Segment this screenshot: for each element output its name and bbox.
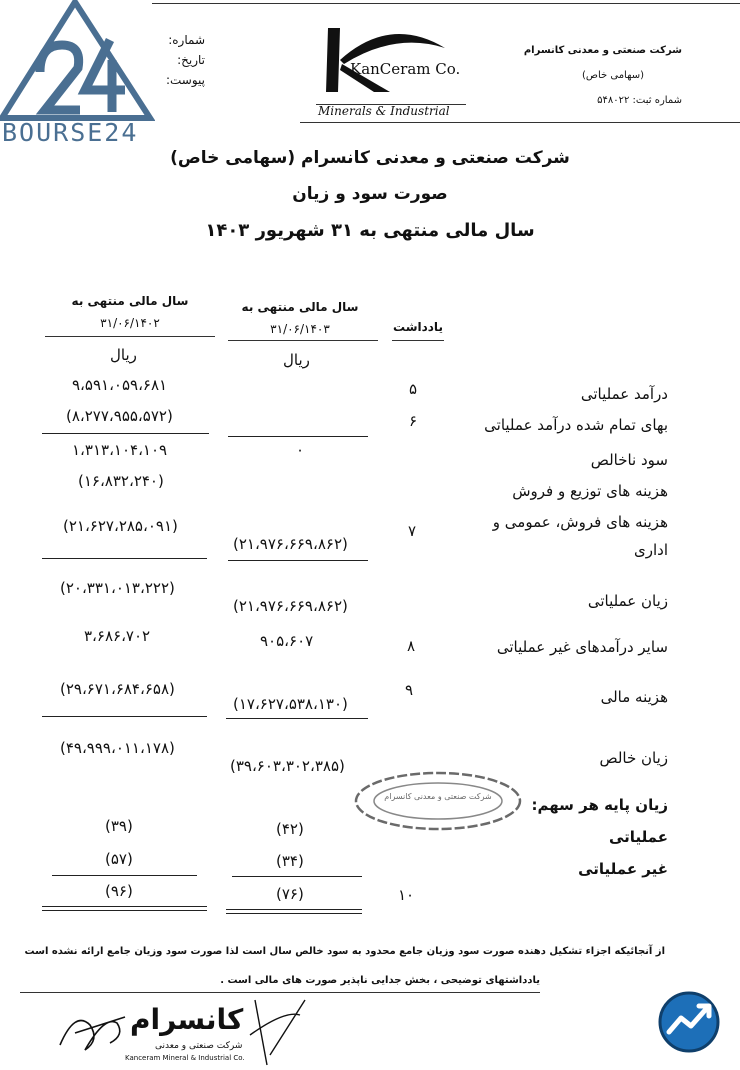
row-label-finance-cost: هزینه مالی	[600, 688, 668, 706]
footnote-rule	[20, 992, 540, 993]
stamp-oval-icon	[352, 770, 524, 832]
v1402-gross-profit: ۱،۳۱۳،۱۰۴،۱۰۹	[72, 441, 168, 459]
v1402-eps-operating: (۳۹)	[105, 817, 133, 835]
v1403-other-income: ۹۰۵،۶۰۷	[260, 632, 314, 650]
row-label-distribution: هزینه های توزیع و فروش	[512, 482, 668, 500]
row-label-admin-cont: اداری	[634, 541, 668, 559]
row-label-revenue: درآمد عملیاتی	[580, 385, 668, 403]
col-1403-unit: ریال	[283, 351, 310, 369]
row-label-cogs: بهای تمام شده درآمد عملیاتی	[484, 416, 668, 434]
row-label-admin: هزینه های فروش، عمومی و	[492, 513, 668, 531]
v1402-net-rule	[42, 716, 207, 717]
v1403-finance-cost: (۱۷،۶۲۷،۵۳۸،۱۳۰)	[233, 695, 348, 713]
letterhead-bottom-rule	[300, 122, 740, 123]
row-note-other-income: ۸	[407, 637, 416, 655]
title-statement: صورت سود و زیان	[292, 184, 448, 204]
col-1402-header-label: سال مالی منتهی به	[71, 294, 189, 308]
v1402-other-income: ۳،۶۸۶،۷۰۲	[84, 627, 151, 645]
v1402-eps-rule	[52, 875, 197, 876]
v1402-eps-total: (۹۶)	[105, 882, 133, 900]
letterhead-company-name: شرکت صنعتی و معدنی کانسرام	[523, 45, 682, 56]
bourse24-brand-text: BOURSE24	[2, 118, 139, 147]
letterhead-meta	[150, 30, 205, 90]
footnote-line-2: یادداشتهای توضیحی ، بخش جدایی ناپذیر صورت های مالی است .	[220, 975, 540, 986]
v1403-eps-operating: (۴۲)	[276, 820, 304, 838]
col-1402-date: ۳۱/۰۶/۱۴۰۲	[100, 316, 160, 330]
v1402-distribution: (۱۶،۸۳۲،۲۴۰)	[78, 472, 164, 490]
letterhead-top-rule	[152, 3, 740, 4]
v1403-operating-rule	[228, 560, 368, 561]
logo-name: KanCeram Co.	[350, 60, 461, 78]
v1402-eps-non-operating: (۵۷)	[105, 850, 133, 868]
footnote-line-1: از آنجائیکه اجزاء تشکیل دهنده صورت سود وزیان جامع محدود به سود خالص سال است لذا صورت سود وزیان جامع ارائه نشده است	[24, 946, 665, 957]
letterhead-company-info	[523, 38, 682, 113]
eps-note: ۱۰	[398, 886, 415, 904]
v1402-revenue: ۹،۵۹۱،۰۵۹،۶۸۱	[72, 376, 168, 394]
v1402-net-loss: (۴۹،۹۹۹،۰۱۱،۱۷۸)	[60, 739, 175, 757]
eps-label-non-operating: غیر عملیاتی	[578, 860, 668, 878]
v1402-admin: (۲۱،۶۲۷،۲۸۵،۰۹۱)	[63, 517, 178, 535]
signature-company-subtext: شرکت صنعتی و معدنی	[155, 1041, 243, 1051]
col-1402-unit: ریال	[110, 346, 137, 364]
row-label-net-loss: زیان خالص	[599, 749, 668, 767]
signature-block	[55, 995, 315, 1067]
note-column-header: یادداشت	[393, 320, 443, 334]
trend-arrow-icon	[657, 990, 721, 1054]
row-label-gross-profit: سود ناخالص	[590, 451, 668, 469]
meta-number-label: شماره:	[168, 33, 205, 47]
row-note-cogs: ۶	[409, 412, 418, 430]
col-1403-header-label: سال مالی منتهی به	[241, 300, 359, 314]
v1402-double-rule-2	[42, 910, 207, 911]
signature-company-latin: Kanceram Mineral & Industrial Co.	[125, 1054, 245, 1062]
v1402-operating-loss: (۲۰،۳۳۱،۰۱۳،۲۲۲)	[60, 579, 175, 597]
eps-label-operating: عملیاتی	[609, 828, 668, 846]
row-note-revenue: ۵	[409, 380, 418, 398]
logo-tagline: Minerals & Industrial	[318, 104, 450, 118]
col-1402-header-rule	[45, 336, 215, 337]
v1402-finance-cost: (۲۹،۶۷۱،۶۸۴،۶۵۸)	[60, 680, 175, 698]
v1403-admin: (۲۱،۹۷۶،۶۶۹،۸۶۲)	[233, 535, 348, 553]
note-header-rule	[392, 340, 444, 341]
row-label-other-income: سایر درآمدهای غیر عملیاتی	[496, 638, 668, 656]
v1403-net-rule	[226, 718, 368, 719]
company-stamp	[352, 770, 524, 832]
column-header-1402	[45, 290, 215, 334]
row-label-operating-loss: زیان عملیاتی	[587, 592, 668, 610]
v1402-double-rule-1	[42, 906, 207, 907]
meta-date-label: تاریخ:	[177, 53, 205, 67]
v1402-operating-rule	[42, 558, 207, 559]
col-1403-date: ۳۱/۰۶/۱۴۰۳	[270, 322, 330, 336]
title-company: شرکت صنعتی و معدنی کانسرام (سهامی خاص)	[170, 148, 570, 168]
meta-attachment-label: پیوست:	[165, 73, 205, 87]
col-1403-header-rule	[228, 340, 378, 341]
bourse24-watermark-logo	[0, 0, 155, 155]
bourse24-badge	[657, 990, 721, 1054]
v1403-net-loss: (۳۹،۶۰۳،۳۰۲،۳۸۵)	[230, 757, 345, 775]
letterhead-registration: شماره ثبت: ۵۴۸۰۲۲	[597, 95, 682, 106]
bourse24-triangle-icon	[0, 0, 155, 130]
v1403-double-rule-1	[226, 909, 362, 910]
kanceram-logo	[310, 20, 470, 120]
signature-company-script: کانسرام	[130, 1003, 244, 1036]
stamp-text: شرکت صنعتی و معدنی کانسرام	[384, 792, 492, 801]
eps-heading: زیان پایه هر سهم:	[531, 796, 668, 814]
statement-title	[150, 140, 590, 250]
v1402-gross-rule	[42, 433, 209, 434]
v1403-double-rule-2	[226, 913, 362, 914]
v1403-gross-profit: ۰	[296, 441, 305, 459]
row-note-admin: ۷	[408, 522, 417, 540]
column-header-1403	[215, 296, 385, 340]
letterhead-company-type: (سهامی خاص)	[581, 70, 644, 81]
row-note-finance-cost: ۹	[405, 681, 414, 699]
v1403-eps-rule	[232, 876, 362, 877]
v1403-eps-total: (۷۶)	[276, 885, 304, 903]
v1403-gross-rule	[228, 436, 368, 437]
v1403-operating-loss: (۲۱،۹۷۶،۶۶۹،۸۶۲)	[233, 597, 348, 615]
title-period: سال مالی منتهی به ۳۱ شهریور ۱۴۰۳	[205, 220, 535, 241]
v1403-eps-non-operating: (۳۴)	[276, 852, 304, 870]
v1402-cogs: (۸،۲۷۷،۹۵۵،۵۷۲)	[66, 407, 173, 425]
